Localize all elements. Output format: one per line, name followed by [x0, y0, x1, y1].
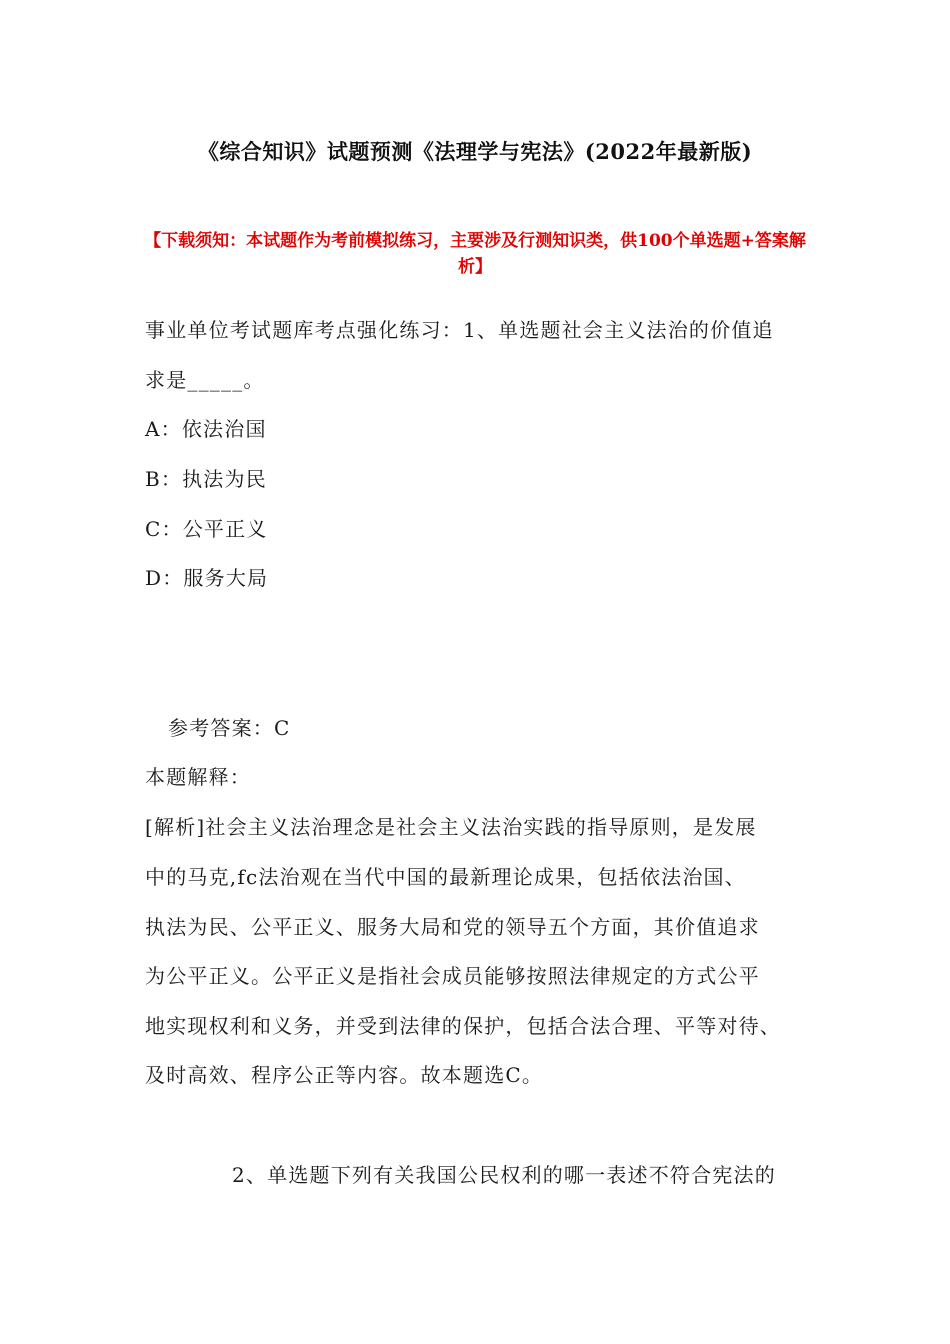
document-title: 《综合知识》试题预测《法理学与宪法》(2022年最新版) [197, 139, 753, 164]
option-a: A：依法治国 [145, 417, 267, 441]
download-notice: 【下载须知：本试题作为考前模拟练习，主要涉及行测知识类，供100个单选题+答案解析】 [144, 231, 806, 277]
explanation-heading: 本题解释： [145, 765, 251, 789]
option-c: C：公平正义 [145, 517, 268, 541]
explanation-line-6: 及时高效、程序公正等内容。故本题选C。 [145, 1063, 544, 1087]
explanation-line-3: 执法为民、公平正义、服务大局和党的领导五个方面，其价值追求 [145, 915, 760, 939]
reference-answer: 参考答案：C [168, 716, 291, 740]
question-1-stem-line-1: 事业单位考试题库考点强化练习：1、单选题社会主义法治的价值追 [145, 318, 774, 342]
explanation-line-1: [解析]社会主义法治理念是社会主义法治实践的指导原则，是发展 [145, 815, 757, 839]
explanation-line-4: 为公平正义。公平正义是指社会成员能够按照法律规定的方式公平 [145, 964, 760, 988]
question-1-stem-line-2: 求是_____。 [145, 368, 265, 392]
question-2-stem-line-1: 2、单选题下列有关我国公民权利的哪一表述不符合宪法的 [232, 1163, 776, 1187]
explanation-line-2: 中的马克,fc法治观在当代中国的最新理论成果，包括依法治国、 [145, 865, 746, 889]
option-d: D：服务大局 [145, 566, 269, 590]
explanation-line-5: 地实现权利和义务，并受到法律的保护，包括合法合理、平等对待、 [145, 1014, 781, 1038]
option-b: B：执法为民 [145, 467, 267, 491]
